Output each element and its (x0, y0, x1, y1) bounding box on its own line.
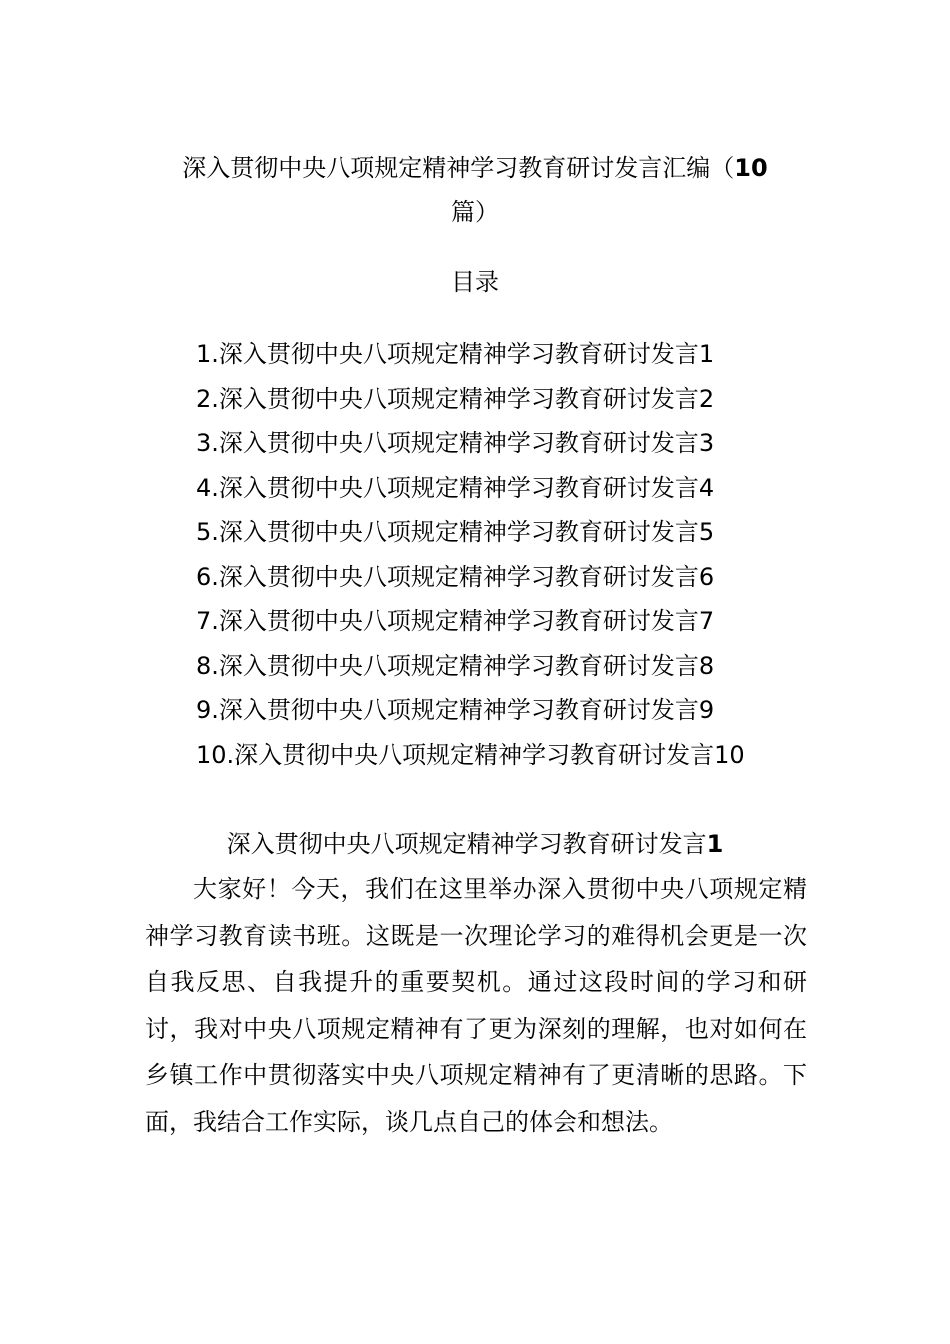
body-paragraph: 大家好！今天，我们在这里举办深入贯彻中央八项规定精神学习教育读书班。这既是一次理论学习的难得机会更是一次自我反思、自我提升的重要契机。通过这段时间的学习和研讨，我对中央八项规定精神有了更为深刻的理解，也对如何在乡镇工作中贯彻落实中央八项规定精神有了更清晰的思路。下面，我结合工作实际，谈几点自己的体会和想法。 (145, 875, 807, 1136)
section-title-number: 1 (706, 830, 724, 858)
document-title (150, 146, 800, 234)
document-title-suffix: 篇） (451, 198, 499, 226)
toc-item[interactable]: 8.深入贯彻中央八项规定精神学习教育研讨发言8 (196, 651, 715, 680)
toc-item[interactable]: 5.深入贯彻中央八项规定精神学习教育研讨发言5 (196, 518, 715, 546)
toc-item[interactable]: 2.深入贯彻中央八项规定精神学习教育研讨发言2 (196, 384, 715, 413)
document-title-number: 10 (734, 154, 768, 182)
table-of-contents (196, 332, 745, 777)
section-title-text: 深入贯彻中央八项规定精神学习教育研讨发言 (226, 830, 707, 858)
toc-item[interactable]: 7.深入贯彻中央八项规定精神学习教育研讨发言7 (196, 607, 715, 635)
document-title-text: 深入贯彻中央八项规定精神学习教育研讨发言汇编（ (182, 154, 735, 182)
section-title (0, 824, 950, 864)
toc-item[interactable]: 10.深入贯彻中央八项规定精神学习教育研讨发言10 (196, 740, 745, 769)
toc-item[interactable]: 9.深入贯彻中央八项规定精神学习教育研讨发言9 (196, 696, 715, 724)
toc-item[interactable]: 3.深入贯彻中央八项规定精神学习教育研讨发言3 (196, 429, 715, 457)
toc-item[interactable]: 1.深入贯彻中央八项规定精神学习教育研讨发言1 (196, 340, 715, 368)
toc-item[interactable]: 6.深入贯彻中央八项规定精神学习教育研讨发言6 (196, 562, 715, 591)
toc-item[interactable]: 4.深入贯彻中央八项规定精神学习教育研讨发言4 (196, 473, 715, 502)
toc-heading: 目录 (451, 268, 499, 296)
